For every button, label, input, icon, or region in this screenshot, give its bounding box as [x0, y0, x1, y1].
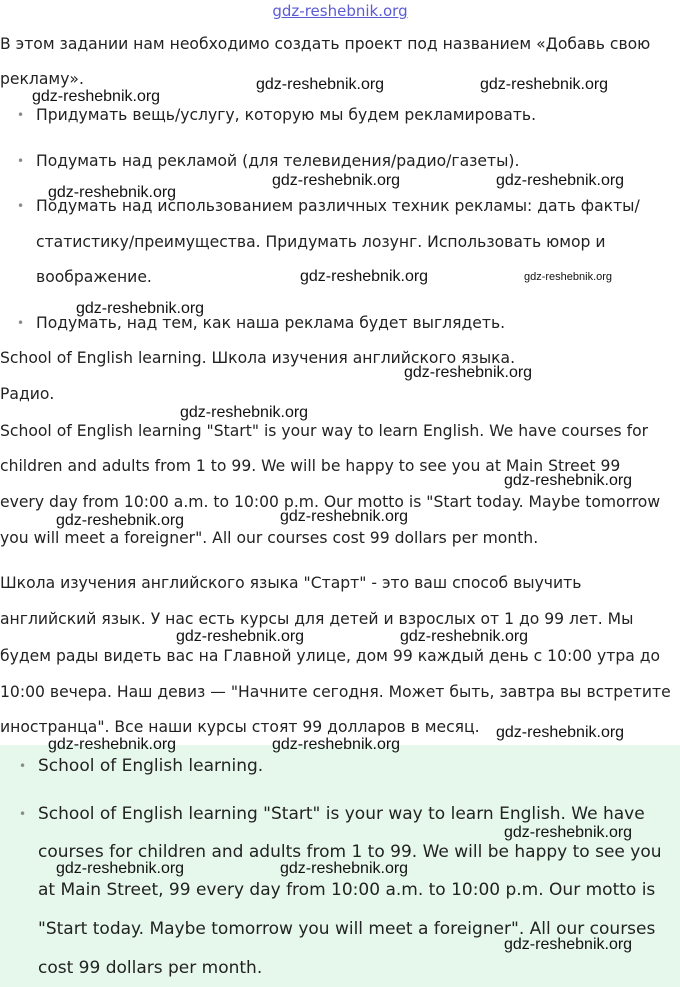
watermark: gdz-reshebnik.org — [272, 736, 401, 753]
russian-line-4: 10:00 вечера. Наш девиз — "Начните сегодня. Может быть, завтра вы встретите — [0, 683, 671, 701]
english-line-2: children and adults from 1 to 99. We will be happy to see you at Main Street 99 — [0, 457, 621, 475]
bullet-dot: • — [17, 108, 25, 122]
watermark: gdz-reshebnik.org — [496, 172, 625, 189]
watermark: gdz-reshebnik.org — [32, 88, 161, 105]
russian-line-3: будем рады видеть вас на Главной улице, дом 99 каждый день с 10:00 утра до — [0, 647, 661, 665]
english-line-1: School of English learning "Start" is your way to learn English. We have courses for — [0, 422, 649, 440]
bullet-dot: • — [17, 316, 25, 330]
task-bullet-1: Придумать вещь/услугу, которую мы будем рекламировать. — [36, 106, 537, 124]
bullet-dot: • — [17, 199, 25, 213]
watermark: gdz-reshebnik.org — [504, 824, 633, 841]
watermark: gdz-reshebnik.org — [504, 936, 633, 953]
watermark: gdz-reshebnik.org — [400, 628, 529, 645]
highlight-line-3: at Main Street, 99 every day from 10:00 a.m. to 10:00 p.m. Our motto is — [38, 880, 656, 900]
watermark: gdz-reshebnik.org — [404, 364, 533, 381]
watermark: gdz-reshebnik.org — [48, 184, 177, 201]
watermark: gdz-reshebnik.org — [280, 860, 409, 877]
watermark: gdz-reshebnik.org — [76, 300, 205, 317]
watermark: gdz-reshebnik.org — [256, 76, 385, 93]
intro-line-2: рекламу». — [0, 70, 84, 88]
highlight-line-2: courses for children and adults from 1 to 99. We will be happy to see you — [38, 842, 662, 862]
site-link[interactable]: gdz-reshebnik.org — [272, 2, 408, 20]
russian-line-1: Школа изучения английского языка "Старт" - это ваш способ выучить — [0, 574, 582, 592]
bullet-dot: • — [17, 154, 25, 168]
highlight-line-4: "Start today. Maybe tomorrow you will meet a foreigner". All our courses — [38, 919, 656, 939]
watermark: gdz-reshebnik.org — [480, 76, 609, 93]
bullet-dot: • — [19, 759, 27, 773]
task-bullet-3-line-1: Подумать над использованием различных техник рекламы: дать факты/ — [36, 197, 640, 215]
watermark: gdz-reshebnik.org — [524, 271, 613, 283]
watermark: gdz-reshebnik.org — [180, 404, 309, 421]
task-bullet-3-line-2: статистику/преимущества. Придумать лозунг. Использовать юмор и — [36, 233, 606, 251]
bullet-dot: • — [19, 807, 27, 821]
watermark: gdz-reshebnik.org — [496, 724, 625, 741]
watermark: gdz-reshebnik.org — [300, 268, 429, 285]
english-line-3: every day from 10:00 a.m. to 10:00 p.m. Our motto is "Start today. Maybe tomorrow — [0, 493, 661, 511]
highlight-line-1: School of English learning "Start" is your way to learn English. We have — [38, 804, 645, 824]
task-bullet-2: Подумать над рекламой (для телевидения/радио/газеты). — [36, 152, 520, 170]
russian-line-2: английский язык. У нас есть курсы для детей и взрослых от 1 до 99 лет. Мы — [0, 610, 634, 628]
highlight-line-5: cost 99 dollars per month. — [38, 958, 263, 978]
watermark: gdz-reshebnik.org — [56, 860, 185, 877]
watermark: gdz-reshebnik.org — [280, 508, 409, 525]
intro-line-1: В этом задании нам необходимо создать проект под названием «Добавь свою — [0, 35, 651, 53]
answer-title: School of English learning. Школа изучения английского языка. — [0, 349, 516, 367]
watermark: gdz-reshebnik.org — [48, 736, 177, 753]
watermark: gdz-reshebnik.org — [272, 172, 401, 189]
english-line-4: you will meet a foreigner". All our courses cost 99 dollars per month. — [0, 529, 539, 547]
watermark: gdz-reshebnik.org — [56, 512, 185, 529]
highlight-bullet-1: School of English learning. — [38, 756, 264, 776]
watermark: gdz-reshebnik.org — [176, 628, 305, 645]
task-bullet-3-line-3: воображение. — [36, 268, 152, 286]
task-bullet-4: Подумать, над тем, как наша реклама будет выглядеть. — [36, 314, 506, 332]
russian-line-5: иностранца". Все наши курсы стоят 99 долларов в месяц. — [0, 718, 480, 736]
answer-medium: Радио. — [0, 385, 55, 403]
watermark: gdz-reshebnik.org — [504, 472, 633, 489]
